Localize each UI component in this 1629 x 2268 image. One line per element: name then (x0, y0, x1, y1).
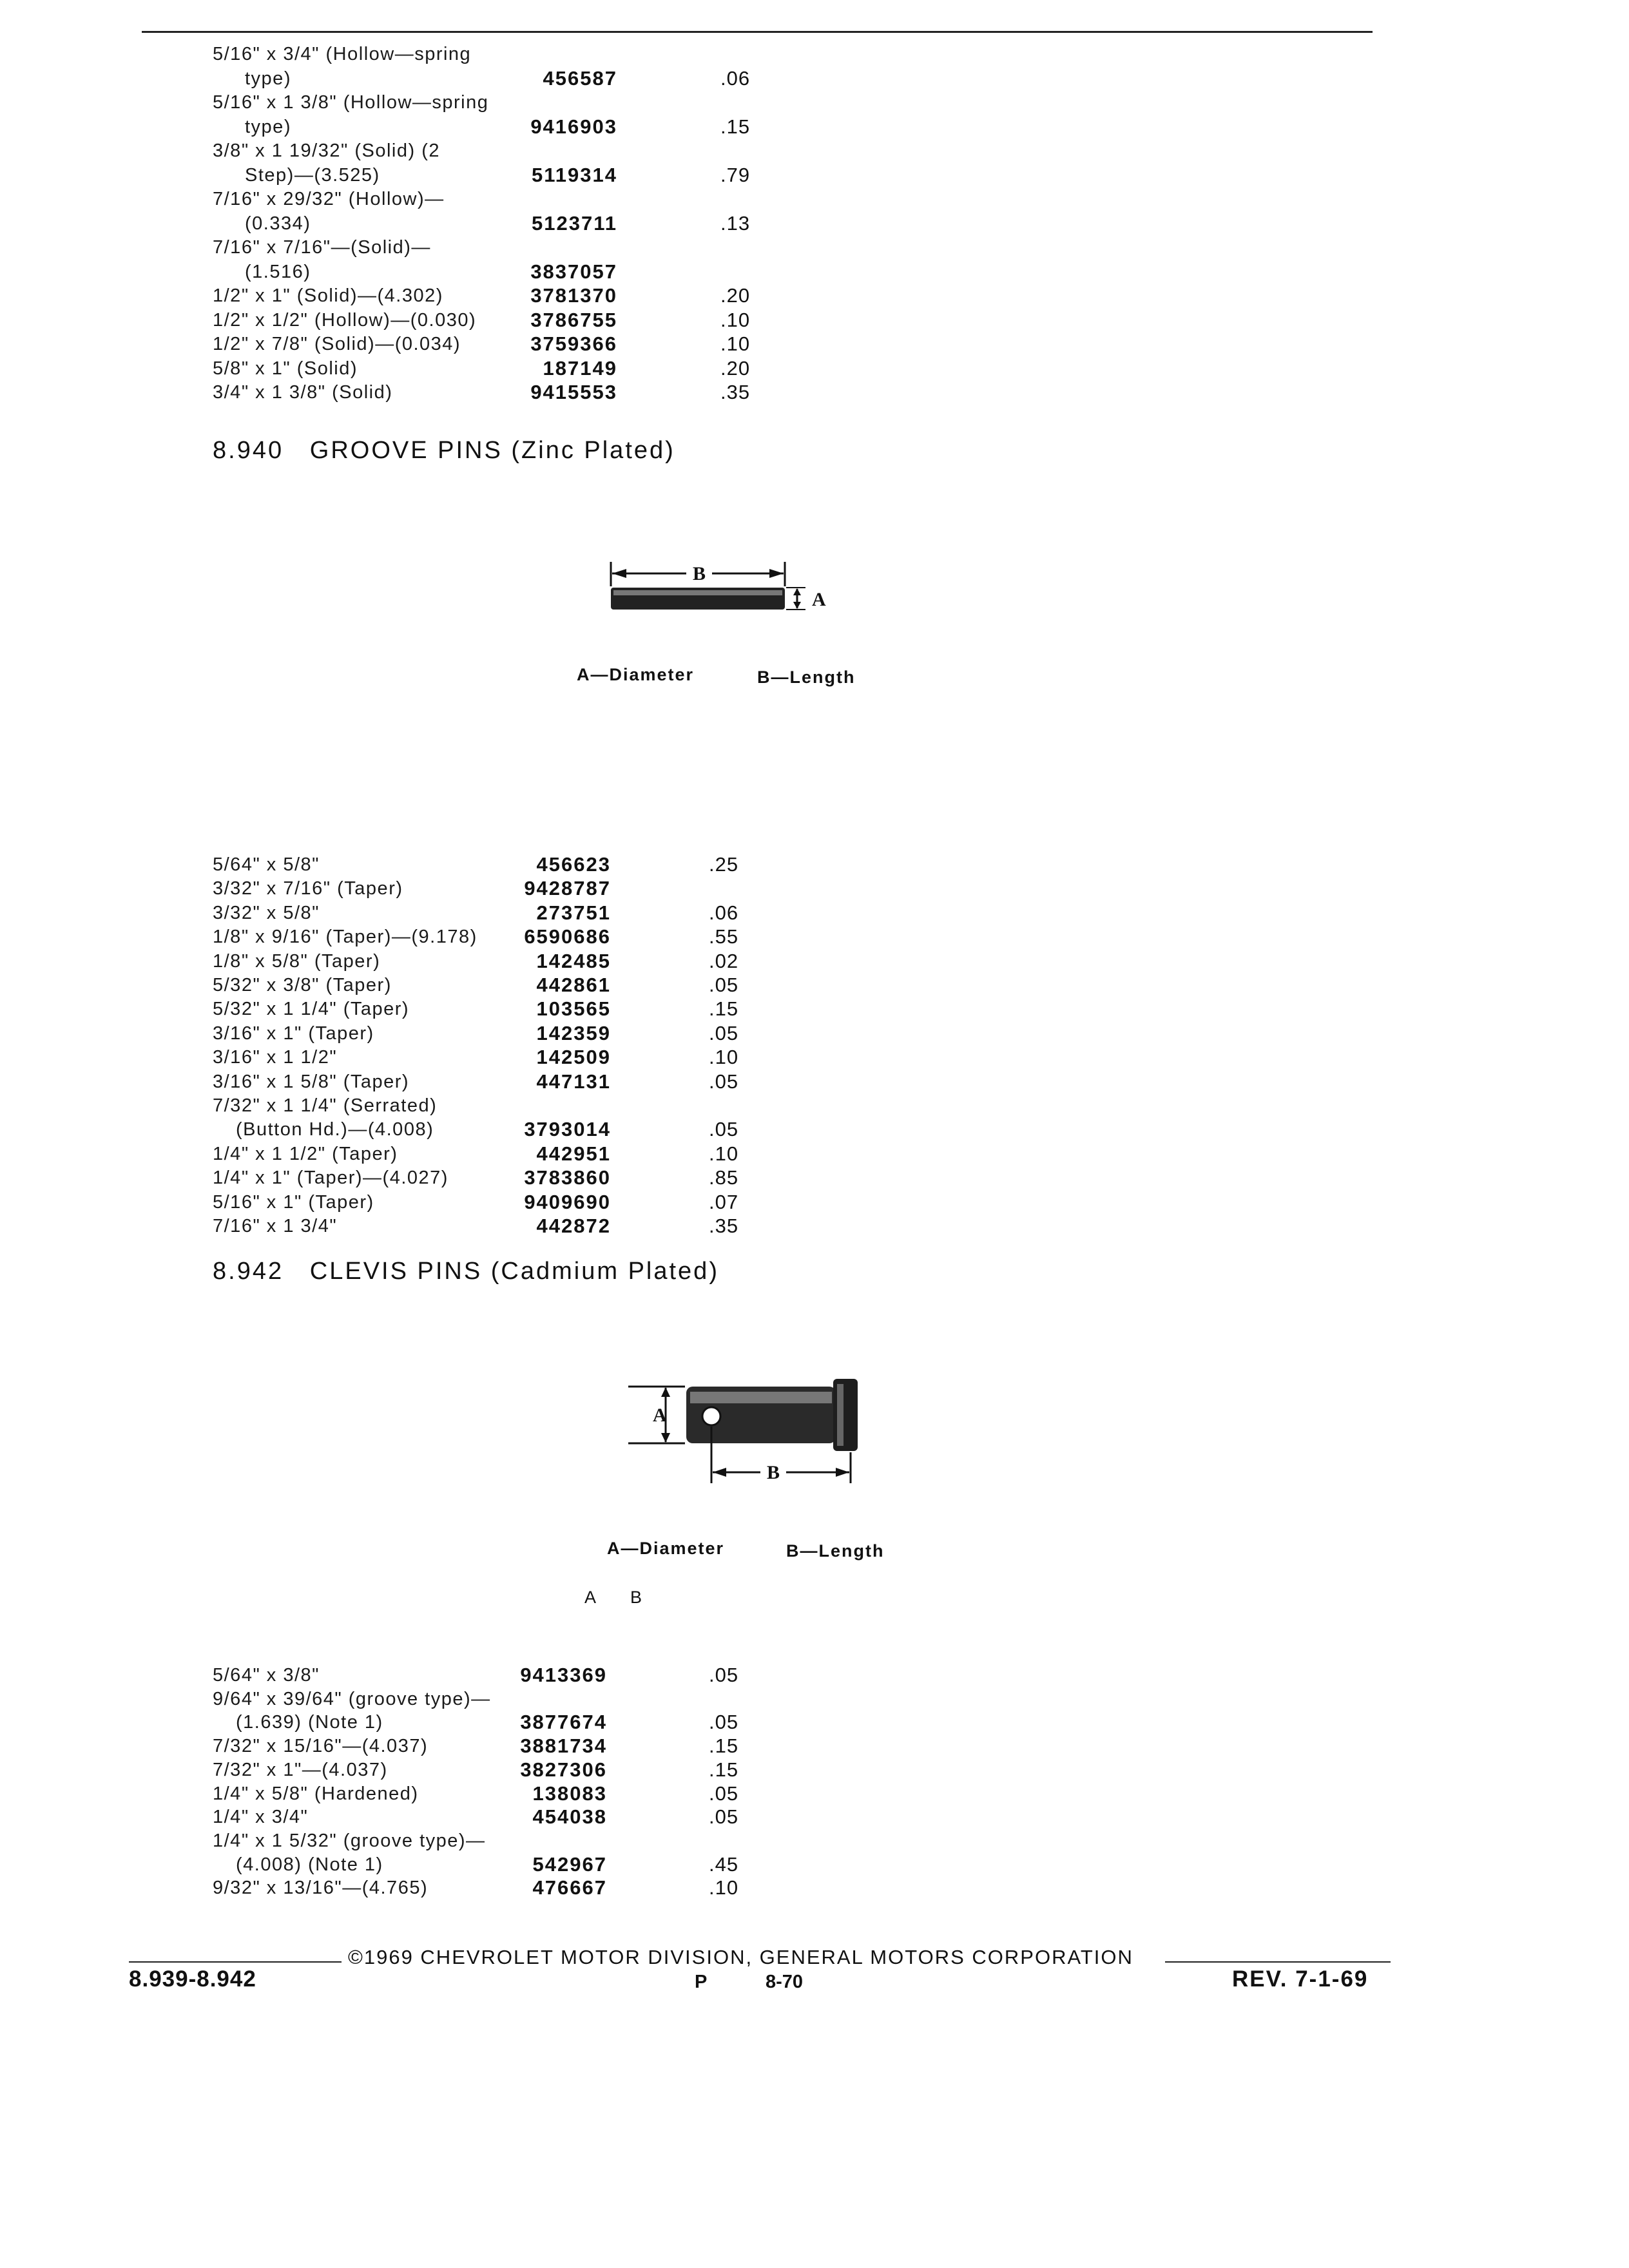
part-number: 273751 (536, 901, 611, 924)
clevis-dim-b-label: B (766, 1462, 780, 1483)
price: .10 (720, 308, 751, 331)
price: .05 (709, 1805, 739, 1829)
item-description-line: 1/4" x 1 1/2" (Taper) (213, 1143, 398, 1164)
groove-label-diameter: A—Diameter (577, 665, 695, 684)
groove-pin-diagram (599, 554, 831, 631)
part-number: 3786755 (530, 308, 617, 331)
item-description-line: 7/16" x 29/32" (Hollow)— (213, 189, 445, 209)
part-number: 3759366 (530, 332, 617, 355)
footer-page-letter: P (695, 1972, 708, 1992)
item-description-line: (1.639) (Note 1) (236, 1712, 383, 1733)
footer-revision: REV. 7-1-69 (1232, 1966, 1369, 1992)
price: .15 (709, 997, 739, 1021)
part-number: 138083 (532, 1782, 607, 1805)
item-description-line: 5/64" x 3/8" (213, 1665, 320, 1686)
item-description-line: 3/16" x 1 1/2" (213, 1047, 338, 1068)
item-description-line: 1/2" x 1/2" (Hollow)—(0.030) (213, 309, 477, 331)
part-number: 442872 (536, 1215, 611, 1237)
price: .15 (720, 115, 751, 138)
part-number: 542967 (532, 1852, 607, 1876)
part-number: 442861 (536, 974, 611, 996)
part-number: 9416903 (530, 115, 617, 138)
clevis-section-heading (213, 1258, 719, 1285)
clevis-label-diameter: A—Diameter (607, 1539, 725, 1558)
part-number: 142485 (536, 949, 611, 972)
part-number: 5123711 (532, 211, 617, 235)
price: .02 (709, 949, 739, 972)
item-description-line: 5/32" x 3/8" (Taper) (213, 975, 392, 995)
clevis-column-a: A (584, 1588, 598, 1607)
footer-page-number: 8-70 (766, 1972, 804, 1992)
part-number: 454038 (532, 1805, 607, 1829)
clevis-dim-a-label: A (653, 1405, 667, 1426)
part-number: 9415553 (530, 381, 617, 403)
part-number: 142359 (536, 1021, 611, 1044)
item-description-line: 7/16" x 1 3/4" (213, 1216, 338, 1236)
footer-copyright: ©1969 CHEVROLET MOTOR DIVISION, GENERAL MOTORS CORPORATION (348, 1946, 1133, 1968)
part-number: 456587 (543, 66, 617, 90)
price: .13 (720, 211, 751, 235)
groove-dim-b-label: B (692, 563, 706, 584)
part-number: 447131 (536, 1070, 611, 1093)
item-description-line: 3/16" x 1 5/8" (Taper) (213, 1071, 410, 1092)
price: .05 (709, 1070, 739, 1093)
price: .35 (709, 1215, 739, 1237)
item-description-line: (1.516) (245, 261, 311, 282)
footer-rule-left (129, 1961, 342, 1963)
part-number: 476667 (532, 1876, 607, 1899)
groove-section-heading (213, 437, 675, 465)
item-description-line: 1/4" x 3/4" (213, 1807, 309, 1828)
item-description-line: 5/16" x 3/4" (Hollow—spring (213, 44, 472, 64)
price: .05 (709, 974, 739, 996)
part-number: 187149 (543, 356, 617, 380)
part-number: 3881734 (520, 1735, 607, 1758)
groove-label-length: B—Length (757, 668, 856, 687)
item-description-line: 5/8" x 1" (Solid) (213, 358, 358, 379)
item-description-line: 1/8" x 9/16" (Taper)—(9.178) (213, 927, 477, 948)
item-description-line: 7/32" x 1 1/4" (Serrated) (213, 1095, 438, 1116)
price: .45 (709, 1852, 739, 1876)
item-description-line: 5/32" x 1 1/4" (Taper) (213, 999, 410, 1020)
part-number: 3783860 (524, 1166, 611, 1189)
price: .10 (709, 1046, 739, 1069)
item-description-line: 5/64" x 5/8" (213, 854, 320, 875)
item-description-line: 3/4" x 1 3/8" (Solid) (213, 382, 393, 403)
item-description-line: 1/2" x 1" (Solid)—(4.302) (213, 285, 443, 306)
part-number: 9428787 (524, 877, 611, 900)
item-description-line: 1/2" x 7/8" (Solid)—(0.034) (213, 334, 461, 354)
price: .85 (709, 1166, 739, 1189)
price: .10 (720, 332, 751, 355)
item-description-line: type) (245, 68, 291, 89)
item-description-line: (0.334) (245, 213, 311, 234)
part-number: 3827306 (520, 1758, 607, 1781)
item-description-line: Step)—(3.525) (245, 164, 380, 186)
price: .55 (709, 925, 739, 948)
part-number: 456623 (536, 853, 611, 876)
item-description-line: 3/16" x 1" (Taper) (213, 1023, 374, 1044)
clevis-section-number: 8.942 (213, 1258, 284, 1285)
price: .06 (720, 66, 751, 90)
item-description-line: (Button Hd.)—(4.008) (236, 1119, 434, 1140)
price: .79 (720, 163, 751, 186)
price: .06 (709, 901, 739, 924)
clevis-column-b: B (630, 1588, 644, 1607)
item-description-line: 1/8" x 5/8" (Taper) (213, 950, 381, 972)
part-number: 5119314 (532, 163, 617, 186)
item-description-line: 3/8" x 1 19/32" (Solid) (2 (213, 140, 440, 161)
groove-dim-a-label: A (812, 589, 826, 610)
footer-section-range: 8.939-8.942 (129, 1966, 256, 1992)
clevis-label-length: B—Length (786, 1541, 885, 1561)
price: .10 (709, 1142, 739, 1165)
part-number: 6590686 (524, 925, 611, 948)
item-description-line: 9/32" x 13/16"—(4.765) (213, 1878, 429, 1899)
part-number: 442951 (536, 1142, 611, 1165)
price: .15 (709, 1758, 739, 1781)
item-description-line: 5/16" x 1" (Taper) (213, 1191, 374, 1213)
price: .25 (709, 853, 739, 876)
price: .07 (709, 1190, 739, 1213)
part-number: 3793014 (524, 1118, 611, 1141)
item-description-line: 1/4" x 1 5/32" (groove type)— (213, 1830, 486, 1851)
part-number: 142509 (536, 1046, 611, 1069)
part-number: 103565 (536, 997, 611, 1021)
item-description-line: (4.008) (Note 1) (236, 1854, 383, 1875)
price: .15 (709, 1735, 739, 1758)
part-number: 3877674 (520, 1711, 607, 1734)
item-description-line: 1/4" x 1" (Taper)—(4.027) (213, 1168, 448, 1189)
price: .05 (709, 1664, 739, 1686)
clevis-pin-diagram (628, 1379, 886, 1508)
item-description-line: 3/32" x 5/8" (213, 902, 320, 923)
price: .35 (720, 381, 751, 403)
item-description-line: 3/32" x 7/16" (Taper) (213, 878, 403, 899)
price: .05 (709, 1711, 739, 1734)
item-description-line: type) (245, 116, 291, 137)
part-number: 9413369 (520, 1664, 607, 1686)
item-description-line: 7/32" x 1"—(4.037) (213, 1759, 388, 1780)
clevis-section-title: CLEVIS PINS (Cadmium Plated) (309, 1258, 719, 1285)
groove-section-number: 8.940 (213, 437, 284, 464)
item-description-line: 1/4" x 5/8" (Hardened) (213, 1783, 419, 1804)
item-description-line: 9/64" x 39/64" (groove type)— (213, 1688, 491, 1709)
part-number: 3781370 (530, 284, 617, 307)
price: .20 (720, 356, 751, 380)
price: .05 (709, 1118, 739, 1141)
item-description-line: 7/32" x 15/16"—(4.037) (213, 1736, 429, 1757)
price: .20 (720, 284, 751, 307)
price: .05 (709, 1782, 739, 1805)
price: .10 (709, 1876, 739, 1899)
groove-section-title: GROOVE PINS (Zinc Plated) (309, 437, 675, 464)
item-description-line: 5/16" x 1 3/8" (Hollow—spring (213, 92, 489, 113)
part-number: 3837057 (530, 260, 617, 283)
item-description-line: 7/16" x 7/16"—(Solid)— (213, 237, 431, 258)
price: .05 (709, 1021, 739, 1044)
footer-rule-right (1165, 1961, 1391, 1963)
part-number: 9409690 (524, 1190, 611, 1213)
